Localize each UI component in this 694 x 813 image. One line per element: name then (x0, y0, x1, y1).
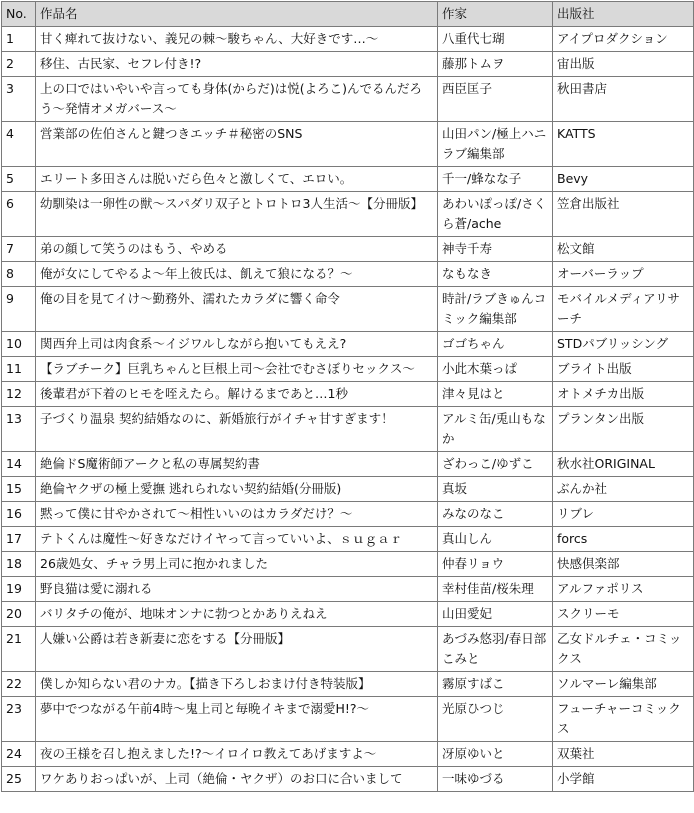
table-row (2, 552, 694, 577)
row-publisher: 松文館 (553, 237, 694, 262)
row-publisher: 秋田書店 (553, 77, 694, 122)
table-row (2, 192, 694, 237)
row-title: 上の口ではいやいや言っても身体(からだ)は悦(よろこ)んでるんだろう～発情オメガバース～ (36, 77, 438, 122)
ranking-table (1, 1, 694, 792)
table-row (2, 602, 694, 627)
row-author: 冴原ゆいと (438, 742, 553, 767)
row-no: 10 (2, 332, 36, 357)
row-author: 一味ゆづる (438, 767, 553, 792)
header-author: 作家 (438, 2, 553, 27)
row-author: ゴゴちゃん (438, 332, 553, 357)
row-author: 時計/ラブきゅんコミック編集部 (438, 287, 553, 332)
row-title: 後輩君が下着のヒモを咥えたら。解けるまであと…1秒 (36, 382, 438, 407)
header-title: 作品名 (36, 2, 438, 27)
row-publisher: プランタン出版 (553, 407, 694, 452)
table-row (2, 237, 694, 262)
table-row (2, 262, 694, 287)
row-title: 野良猫は愛に溺れる (36, 577, 438, 602)
row-title: 人嫌い公爵は若き新妻に恋をする【分冊版】 (36, 627, 438, 672)
table-row (2, 287, 694, 332)
header-publisher: 出版社 (553, 2, 694, 27)
table-row (2, 477, 694, 502)
table-body (2, 27, 694, 792)
row-author: 神寺千寿 (438, 237, 553, 262)
table-row (2, 502, 694, 527)
row-no: 21 (2, 627, 36, 672)
table-row (2, 407, 694, 452)
table-row (2, 767, 694, 792)
row-title: 絶倫ヤクザの極上愛撫 逃れられない契約結婚(分冊版) (36, 477, 438, 502)
row-title: 子づくり温泉 契約結婚なのに、新婚旅行がイチャ甘すぎます！ (36, 407, 438, 452)
table-row (2, 452, 694, 477)
row-author: 仲春リョウ (438, 552, 553, 577)
row-no: 8 (2, 262, 36, 287)
row-title: 夜の王様を召し抱えました!?～イロイロ教えてあげますよ～ (36, 742, 438, 767)
row-title: 絶倫ドS魔術師アークと私の専属契約書 (36, 452, 438, 477)
row-publisher: モバイルメディアリサーチ (553, 287, 694, 332)
row-author: 山田愛妃 (438, 602, 553, 627)
row-author: みなのなこ (438, 502, 553, 527)
row-title: バリタチの俺が、地味オンナに勃つとかありえねえ (36, 602, 438, 627)
row-publisher: 双葉社 (553, 742, 694, 767)
row-no: 5 (2, 167, 36, 192)
table-row (2, 357, 694, 382)
row-publisher: ブライト出版 (553, 357, 694, 382)
row-author: 千一/蜂なな子 (438, 167, 553, 192)
row-title: エリート多田さんは脱いだら色々と激しくて、エロい。 (36, 167, 438, 192)
row-no: 15 (2, 477, 36, 502)
row-author: あわいぽっぽ/さくら蒼/ache (438, 192, 553, 237)
row-publisher: ソルマーレ編集部 (553, 672, 694, 697)
row-no: 9 (2, 287, 36, 332)
row-author: 藤那トムヲ (438, 52, 553, 77)
table-row (2, 27, 694, 52)
row-title: 営業部の佐伯さんと鍵つきエッチ＃秘密のSNS (36, 122, 438, 167)
table-row (2, 577, 694, 602)
row-no: 17 (2, 527, 36, 552)
row-author: 山田パン/極上ハニラブ編集部 (438, 122, 553, 167)
table-row (2, 742, 694, 767)
header-row (2, 2, 694, 27)
row-author: なもなき (438, 262, 553, 287)
table-row (2, 52, 694, 77)
row-no: 7 (2, 237, 36, 262)
row-publisher: forcs (553, 527, 694, 552)
row-title: 俺が女にしてやるよ～年上彼氏は、飢えて狼になる？～ (36, 262, 438, 287)
row-no: 22 (2, 672, 36, 697)
row-title: 夢中でつながる午前4時～鬼上司と毎晩イキまで溺愛H!?～ (36, 697, 438, 742)
row-publisher: 秋水社ORIGINAL (553, 452, 694, 477)
row-author: 西臣匡子 (438, 77, 553, 122)
row-publisher: アルファポリス (553, 577, 694, 602)
row-no: 19 (2, 577, 36, 602)
row-no: 20 (2, 602, 36, 627)
row-no: 13 (2, 407, 36, 452)
row-publisher: オトメチカ出版 (553, 382, 694, 407)
row-no: 14 (2, 452, 36, 477)
row-no: 6 (2, 192, 36, 237)
table-row (2, 672, 694, 697)
row-no: 25 (2, 767, 36, 792)
row-title: 26歳処女、チャラ男上司に抱かれました (36, 552, 438, 577)
row-author: ざわっこ/ゆずこ (438, 452, 553, 477)
row-title: テトくんは魔性～好きなだけイヤって言っていいよ、ｓｕｇａｒ (36, 527, 438, 552)
row-author: 幸村佳苗/桜朱理 (438, 577, 553, 602)
row-author: アルミ缶/兎山もなか (438, 407, 553, 452)
row-author: 真山しん (438, 527, 553, 552)
row-publisher: 小学館 (553, 767, 694, 792)
row-title: 黙って僕に甘やかされて～相性いいのはカラダだけ？～ (36, 502, 438, 527)
table-row (2, 527, 694, 552)
row-title: 僕しか知らない君のナカ。【描き下ろしおまけ付き特装版】 (36, 672, 438, 697)
row-no: 11 (2, 357, 36, 382)
row-publisher: 笠倉出版社 (553, 192, 694, 237)
table-row (2, 332, 694, 357)
row-publisher: ぶんか社 (553, 477, 694, 502)
row-no: 16 (2, 502, 36, 527)
row-publisher: KATTS (553, 122, 694, 167)
row-publisher: 乙女ドルチェ・コミックス (553, 627, 694, 672)
row-publisher: フューチャーコミックス (553, 697, 694, 742)
row-title: 俺の目を見てイけ～勤務外、濡れたカラダに響く命令 (36, 287, 438, 332)
table-row (2, 167, 694, 192)
row-title: 移住、古民家、セフレ付き!? (36, 52, 438, 77)
row-title: 弟の顔して笑うのはもう、やめる (36, 237, 438, 262)
row-title: 関西弁上司は肉食系～イジワルしながら抱いてもええ? (36, 332, 438, 357)
row-author: あづみ悠羽/春日部こみと (438, 627, 553, 672)
table-row (2, 122, 694, 167)
row-publisher: 宙出版 (553, 52, 694, 77)
row-no: 23 (2, 697, 36, 742)
row-no: 24 (2, 742, 36, 767)
row-no: 2 (2, 52, 36, 77)
table-row (2, 382, 694, 407)
table-row (2, 77, 694, 122)
row-publisher: オーバーラップ (553, 262, 694, 287)
row-no: 4 (2, 122, 36, 167)
row-no: 1 (2, 27, 36, 52)
header-no: No. (2, 2, 36, 27)
row-title: ワケありおっぱいが、上司（絶倫・ヤクザ）のお口に合いまして (36, 767, 438, 792)
row-publisher: アイプロダクション (553, 27, 694, 52)
row-author: 光原ひつじ (438, 697, 553, 742)
row-author: 八重代七瑚 (438, 27, 553, 52)
row-no: 12 (2, 382, 36, 407)
table-row (2, 627, 694, 672)
row-author: 真坂 (438, 477, 553, 502)
row-author: 霧原すばこ (438, 672, 553, 697)
row-publisher: STDパブリッシング (553, 332, 694, 357)
row-publisher: スクリーモ (553, 602, 694, 627)
row-title: 甘く痺れて抜けない、義兄の棘～駿ちゃん、大好きです…～ (36, 27, 438, 52)
row-no: 18 (2, 552, 36, 577)
table-row (2, 697, 694, 742)
row-title: 【ラブチーク】巨乳ちゃんと巨根上司～会社でむさぼりセックス～ (36, 357, 438, 382)
row-title: 幼馴染は一卵性の獣～スパダリ双子とトロトロ3人生活～【分冊版】 (36, 192, 438, 237)
row-publisher: リブレ (553, 502, 694, 527)
row-no: 3 (2, 77, 36, 122)
row-publisher: 快感倶楽部 (553, 552, 694, 577)
row-author: 津々見はと (438, 382, 553, 407)
row-author: 小此木葉っぱ (438, 357, 553, 382)
row-publisher: Bevy (553, 167, 694, 192)
